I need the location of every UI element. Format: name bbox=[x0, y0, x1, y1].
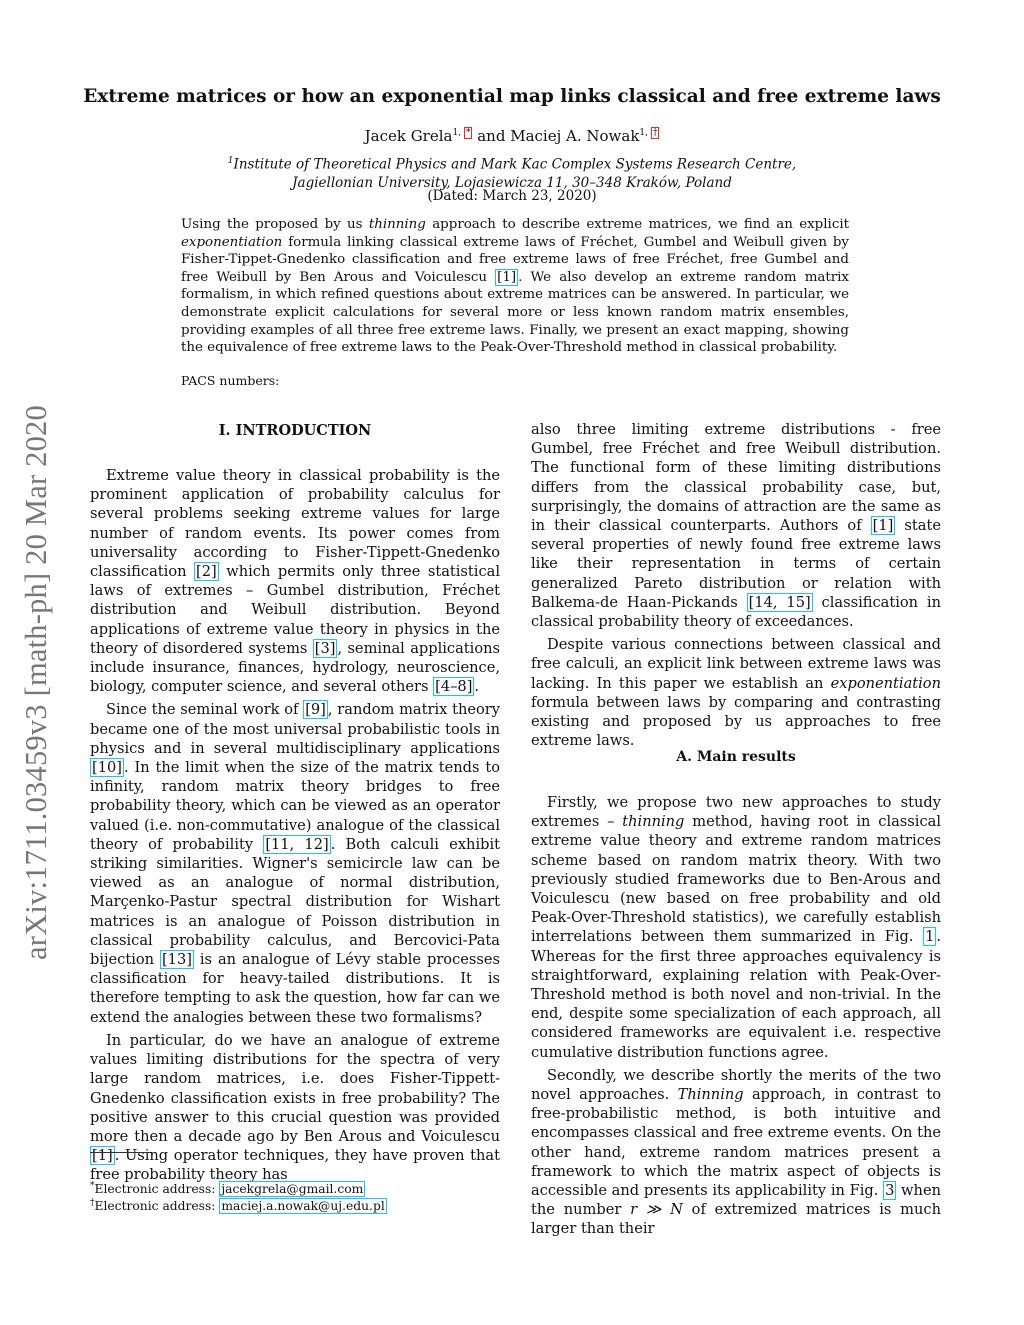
footnote: *Electronic address: jacekgrela@gmail.com bbox=[90, 1181, 364, 1197]
email-link[interactable]: jacekgrela@gmail.com bbox=[221, 1182, 364, 1197]
citation-link[interactable]: [1] bbox=[497, 269, 517, 285]
author-list: Jacek Grela$^{1,}$ * and Maciej A. Nowak$^{1,}$ † bbox=[364, 127, 658, 145]
subsection-heading: A. Main results bbox=[676, 749, 796, 765]
right-column-lower bbox=[531, 793, 941, 1243]
right-column bbox=[531, 420, 941, 754]
section-heading: I. INTRODUCTION bbox=[218, 422, 372, 439]
paragraph: Since the seminal work of [9] , random matrix theory became one of the most universal probabilistic tools in physics and in several multidisciplinary applications [10] . In the limit when the size of the matrix tends to infinity, random matrix theory bridges to free probability theory, which can be viewed as an operator valued (i.e. non-commutative) analogue of the classical theory of probability [11, 12] . Both calculi exhibit striking similarities. Wigner's semicircle law can be viewed as an analogue of normal distribution, Marçenko-Pastur spectral distribution for Wishart matrices is an analogue of Poisson distribution in classical probability calculus, and Bercovici-Pata bijection [13] is an analogue of Lévy stable processes classification for heavy-tailed distributions. It is therefore tempting to ask the question, how far can we extend the analogies between these two formalisms? bbox=[90, 701, 500, 1026]
figure-link[interactable]: 3 bbox=[885, 1182, 895, 1200]
footnote-rule bbox=[90, 1152, 150, 1153]
paragraph: Despite various connections between classical and free calculi, an explicit link between extreme laws was lacking. In this paper we establish an exponentiation formula between laws by comparing and contrasting existing and proposed by us approaches to free extreme laws. bbox=[531, 636, 941, 750]
figure-link[interactable]: 1 bbox=[925, 928, 935, 946]
email-link[interactable]: maciej.a.nowak@uj.edu.pl bbox=[221, 1199, 385, 1214]
affiliation: $^1$Institute of Theoretical Physics and Mark Kac Complex Systems Research Centre, Jagiellonian University, Lojasiewicza 11, 30–348 Kraków, Poland bbox=[227, 156, 797, 191]
paragraph: also three limiting extreme distributions - free Gumbel, free Fréchet and free Weibull distribution. The functional form of these limiting distributions differs from the classical probability case, but, surprisingly, the domains of attraction are the same as in their classical counterparts. Authors of [1] state several properties of newly found free extreme laws like their representation in terms of certain generalized Pareto distribution or relation with Balkema-de Haan-Pickands [14, 15] classification in classical probability theory of exceedances. bbox=[531, 421, 941, 631]
paragraph: Extreme value theory in classical probability is the prominent application of probability calculus for several problems seeking extreme values for large number of random events. Its power comes from universality according to Fisher-Tippett-Gnedenko classification [2] which permits only three statistical laws of extremes – Gumbel distribution, Fréchet distribution and Weibull distribution. Beyond applications of extreme value theory in physics in the theory of disordered systems [3] , seminal applications include insurance, finances, hydrology, neuroscience, biology, computer science, and several others [4–8] . bbox=[90, 467, 500, 696]
footnote-link[interactable]: † bbox=[652, 128, 658, 138]
citation-link[interactable]: [11, 12] bbox=[265, 835, 329, 853]
citation-link[interactable]: [1] bbox=[92, 1147, 113, 1165]
footnote: †Electronic address: maciej.a.nowak@uj.edu.pl bbox=[90, 1198, 385, 1214]
citation-link[interactable]: [3] bbox=[314, 639, 336, 657]
pacs-numbers: PACS numbers: bbox=[181, 373, 280, 388]
citation-link[interactable]: [1] bbox=[872, 517, 894, 535]
paragraph: In particular, do we have an analogue of extreme values limiting distributions for the spectra of very large random matrices, i.e. does Fisher-Tippett-Gnedenko classification exists in free probability? The positive answer to this crucial question was provided more then a decade ago by Ben Arous and Voiculescu [1] . Using operator techniques, they have proven that free probability theory has bbox=[90, 1031, 500, 1184]
arxiv-sidebar-stamp bbox=[16, 350, 56, 970]
citation-link[interactable]: [2] bbox=[196, 563, 217, 581]
paragraph: Secondly, we describe shortly the merits of the two novel approaches. Thinning approach, in contrast to free-probabilistic method, is both intuitive and encompasses classical and free extreme events. On the other hand, extreme random matrices present a framework to which the matrix aspect of objects is accessible and presents its applicability in Fig. 3 when the number r ≫ N of extremized matrices is much larger than their bbox=[531, 1066, 941, 1238]
citation-link[interactable]: [13] bbox=[161, 951, 192, 969]
citation-link[interactable]: [4–8] bbox=[435, 678, 473, 696]
citation-link[interactable]: [14, 15] bbox=[748, 593, 811, 611]
author-name: Maciej A. Nowak bbox=[510, 127, 640, 145]
left-column bbox=[90, 466, 500, 1189]
paragraph: Firstly, we propose two new approaches to study extremes – thinning method, having root in classical extreme value theory and extreme random matrices scheme based on random matrix theory. With two previously studied frameworks due to Ben-Arous and Voiculescu (new based on free probability and old Peak-Over-Threshold statistics), we carefully establish interrelations between them summarized in Fig. 1 . Whereas for the first three approaches equivalency is straightforward, explaining relation with Peak-Over-Threshold method is both novel and non-trivial. In the end, despite some specialization of each approach, all considered frameworks are equivalent i.e. respective cumulative distribution functions agree. bbox=[531, 794, 941, 1061]
paper-title: Extreme matrices or how an exponential map links classical and free extreme laws bbox=[83, 86, 941, 107]
citation-link[interactable]: [10] bbox=[92, 759, 122, 777]
citation-link[interactable]: [9] bbox=[305, 701, 326, 719]
arxiv-id: arXiv:1711.03459v3 [math-ph] 20 Mar 2020 bbox=[19, 405, 53, 960]
abstract: Using the proposed by us thinning approach to describe extreme matrices, we find an explicit exponentiation formula linking classical extreme laws of Fréchet, Gumbel and Weibull given by Fisher-Tippet-Gnedenko classification and free extreme laws of free Fréchet, free Gumbel and free Weibull by Ben Arous and Voiculescu [1] . We also develop an extreme random matrix formalism, in which refined questions about extreme matrices can be answered. In particular, we demonstrate explicit calculations for several more or less known random matrix ensembles, providing examples of all three free extreme laws. Finally, we present an exact mapping, showing the equivalence of free extreme laws to the Peak-Over-Threshold method in classical probability. bbox=[181, 217, 849, 356]
date-line: (Dated: March 23, 2020) bbox=[427, 188, 597, 204]
footnote-link[interactable]: * bbox=[465, 128, 471, 138]
author-name: Jacek Grela bbox=[364, 127, 453, 145]
